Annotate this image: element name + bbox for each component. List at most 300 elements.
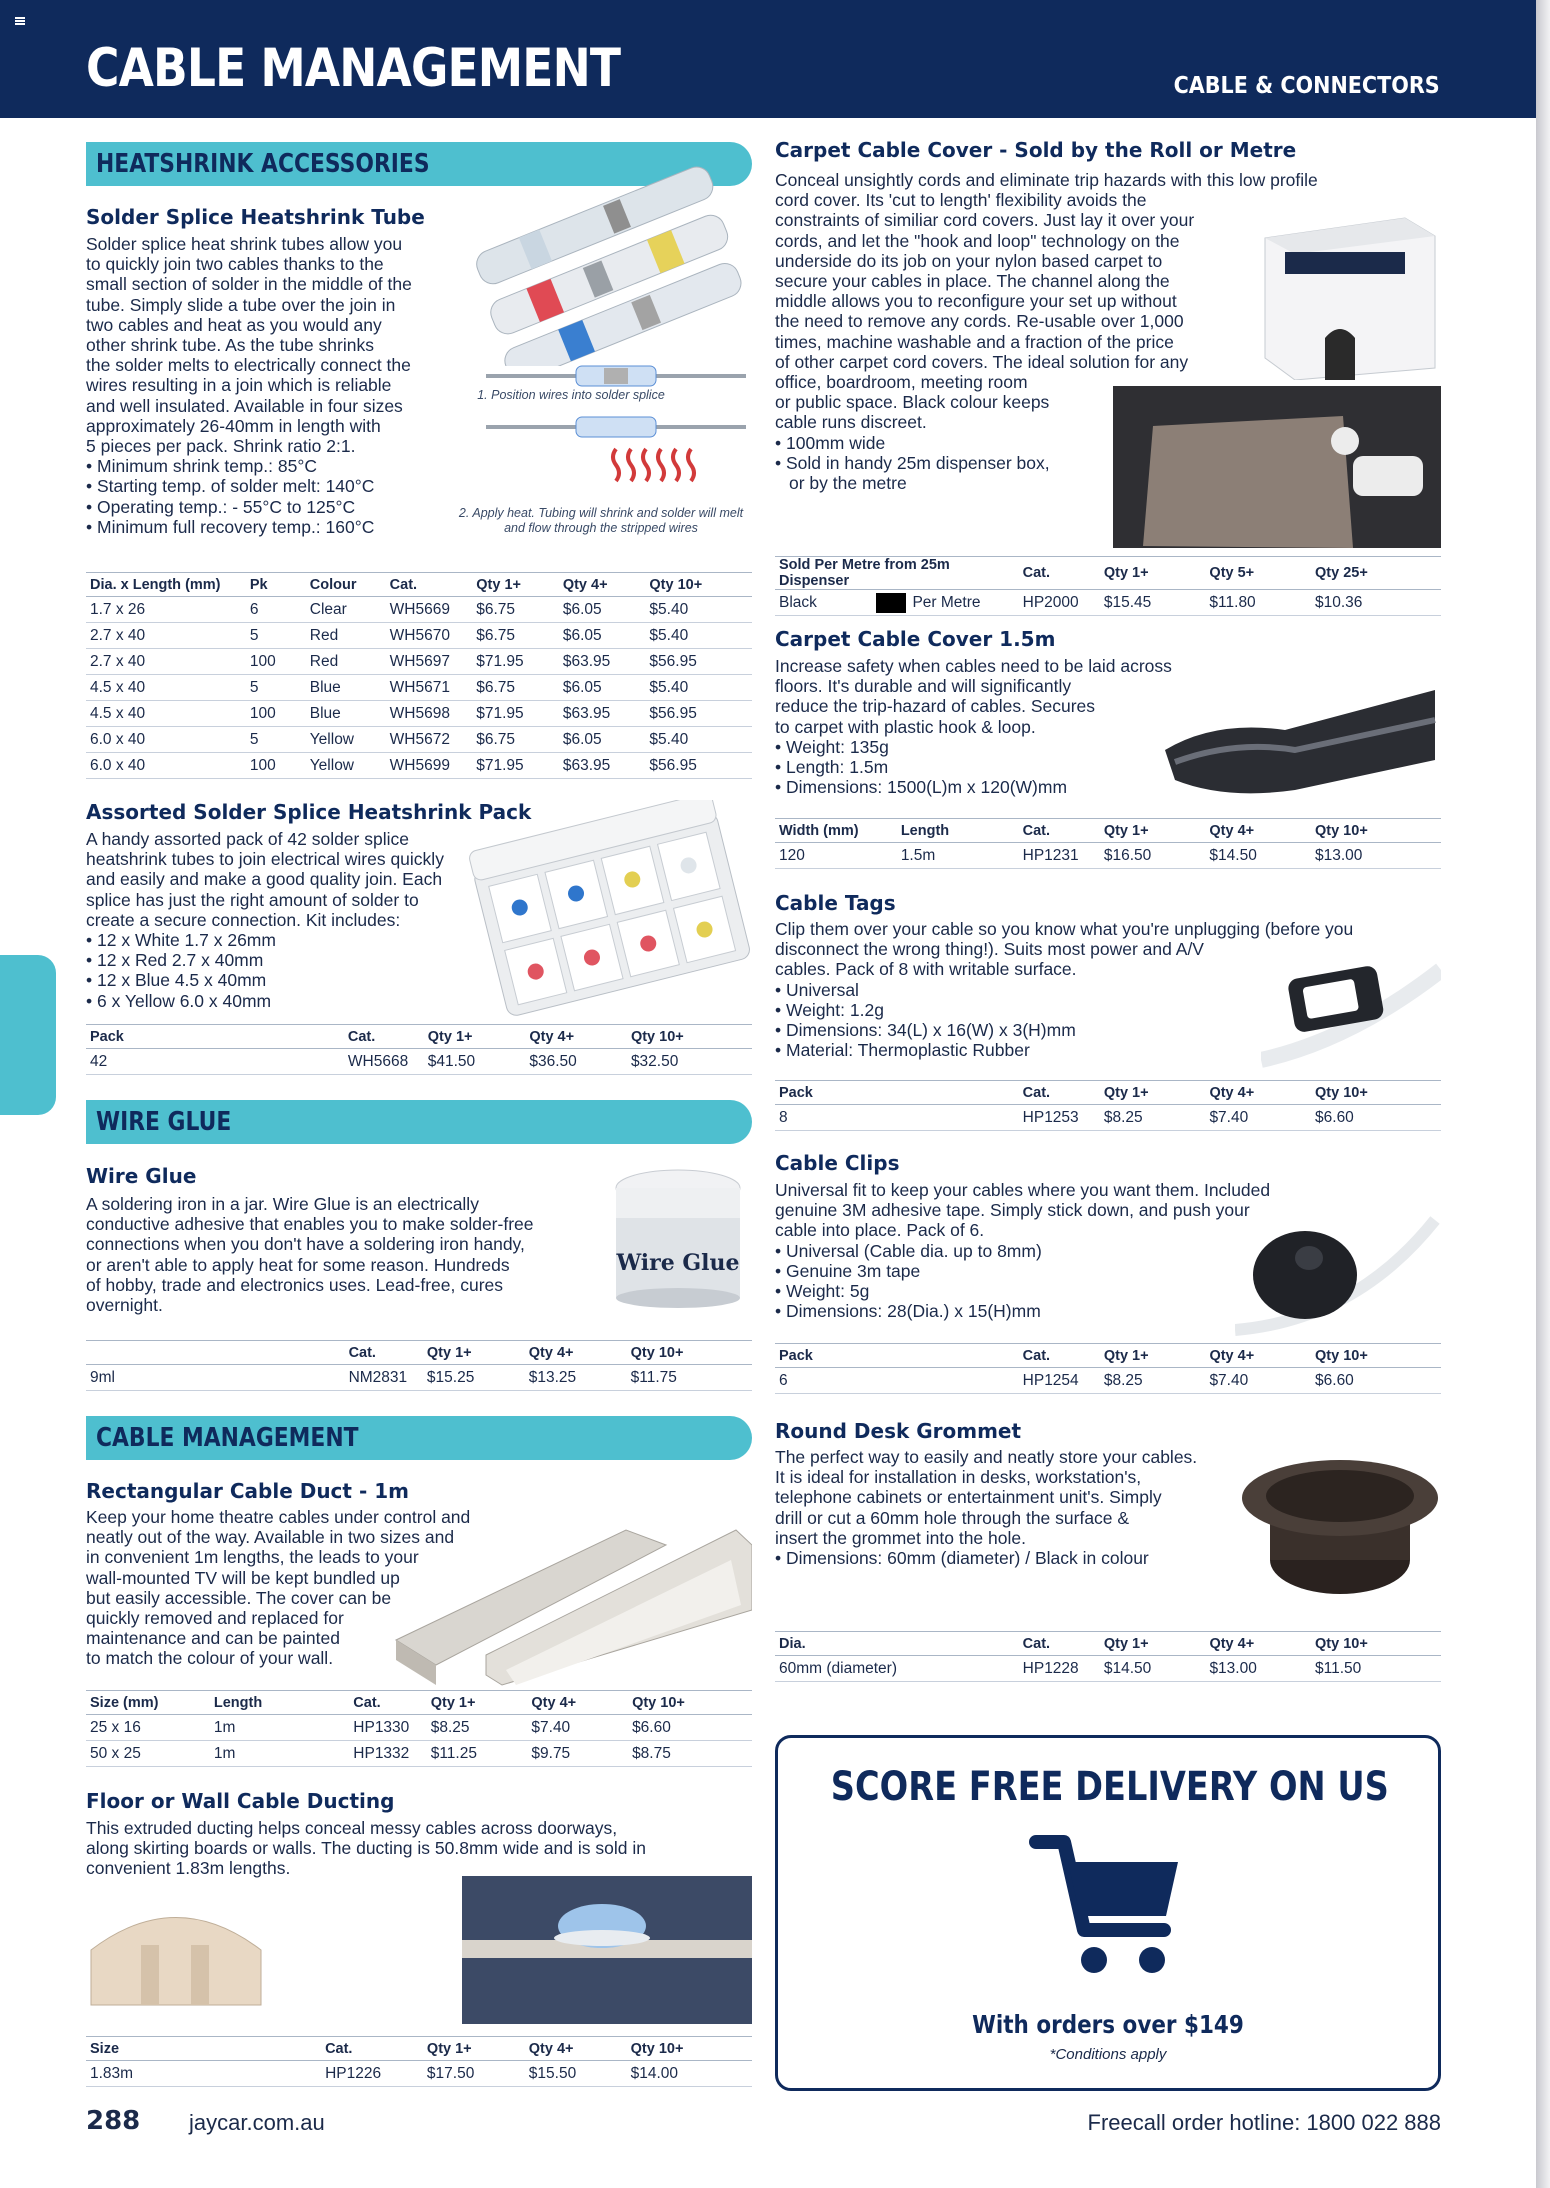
page-title: CABLE MANAGEMENT [86, 38, 621, 99]
table-cell: $13.25 [525, 1365, 627, 1391]
bullet-item: • Weight: 135g [775, 737, 1255, 757]
table-cell: $8.25 [427, 1715, 528, 1741]
carpet-roll-title: Carpet Cable Cover - Sold by the Roll or Metre [775, 138, 1297, 162]
desc-line: wall-mounted TV will be kept bundled up [86, 1567, 400, 1588]
floor-ducting-usage-image [462, 1876, 752, 2024]
table-row[interactable] [775, 843, 1441, 869]
table-cell: WH5671 [386, 675, 473, 701]
table-header-cell: Pack [775, 1344, 1019, 1368]
table-cell: $11.80 [1205, 590, 1311, 616]
desc-line: approximately 26-40mm in length with [86, 415, 381, 436]
carpet-15-title: Carpet Cable Cover 1.5m [775, 627, 1056, 651]
table-cell: $6.75 [472, 623, 559, 649]
table-cell: $15.50 [525, 2061, 627, 2087]
table-cell: 120 [775, 843, 897, 869]
desc-line: It is ideal for installation in desks, workstation's, [775, 1467, 1142, 1488]
desc-line: other shrink tube. As the tube shrinks [86, 335, 374, 356]
solder-splice-desc [86, 234, 486, 537]
table-header-cell: Cat. [1019, 557, 1100, 590]
desc-line: wires resulting in a join which is reliable [86, 375, 392, 396]
table-row[interactable] [86, 727, 752, 753]
table-header-cell: Qty 1+ [1100, 1344, 1206, 1368]
step2-caption: 2. Apply heat. Tubing will shrink and solder will melt and flow through the stripped wires [458, 506, 744, 535]
desc-line: times, machine washable and a fraction of the price [775, 331, 1174, 352]
table-header-cell: Qty 10+ [1311, 1632, 1441, 1656]
table-row[interactable] [775, 1656, 1441, 1682]
floor-ducting-title: Floor or Wall Cable Ducting [86, 1789, 395, 1813]
table-header-cell: Length [210, 1691, 349, 1715]
desc-line: the solder melts to electrically connect the [86, 355, 411, 376]
table-header-cell: Dia. x Length (mm) [86, 573, 246, 597]
floor-ducting-desc [86, 1818, 752, 1879]
order-hotline: Freecall order hotline: 1800 022 888 [1087, 2110, 1441, 2135]
table-cell: Red [306, 649, 386, 675]
cable-duct-table [86, 1690, 752, 1767]
table-header-cell: Dia. [775, 1632, 1019, 1656]
table-cell: 6.0 x 40 [86, 727, 246, 753]
solder-splice-tubes-image [466, 166, 752, 366]
page-number: 288 [86, 2106, 141, 2136]
table-cell: $10.36 [1311, 590, 1441, 616]
desc-line: of other carpet cord covers. The ideal solution for any [775, 351, 1189, 372]
table-row[interactable] [775, 1105, 1441, 1131]
table-cell: 5 [246, 623, 306, 649]
table-header-cell: Qty 4+ [1205, 1344, 1311, 1368]
table-header-cell: Cat. [1019, 1081, 1100, 1105]
table-cell: Blue [306, 675, 386, 701]
desc-line: overnight. [86, 1295, 163, 1316]
desc-line: of hobby, trade and electronics uses. Lead-free, cures [86, 1274, 504, 1295]
table-cell: $71.95 [472, 701, 559, 727]
desc-line: two cables and heat as you would any [86, 314, 382, 335]
grommet-title: Round Desk Grommet [775, 1419, 1022, 1443]
bullet-item: • Minimum shrink temp.: 85°C [86, 456, 486, 476]
table-cell: $9.75 [527, 1741, 628, 1767]
table-header-cell: Qty 1+ [1100, 557, 1206, 590]
table-cell: $15.25 [423, 1365, 525, 1391]
table-cell: $6.60 [1311, 1368, 1441, 1394]
wire-glue-jar-image [606, 1160, 752, 1310]
table-row[interactable] [86, 623, 752, 649]
table-header-cell: Qty 10+ [627, 1341, 752, 1365]
desc-line: but easily accessible. The cover can be [86, 1587, 392, 1608]
table-cell: 1m [210, 1741, 349, 1767]
table-cell: $6.75 [472, 597, 559, 623]
cable-tags-table [775, 1080, 1441, 1131]
table-cell: $6.05 [559, 597, 646, 623]
desc-line: to match the colour of your wall. [86, 1648, 334, 1669]
bullet-item: • Genuine 3m tape [775, 1261, 1441, 1281]
table-row[interactable] [86, 649, 752, 675]
table-cell: WH5669 [386, 597, 473, 623]
bullet-item: • Starting temp. of solder melt: 140°C [86, 476, 486, 496]
desc-line: in convenient 1m lengths, the leads to your [86, 1547, 419, 1568]
table-cell: 1.83m [86, 2061, 321, 2087]
desc-line: cables. Pack of 8 with writable surface. [775, 959, 1077, 980]
desc-line: and well insulated. Available in four sizes [86, 395, 403, 416]
table-header-row [775, 1344, 1441, 1368]
bullet-item: • 12 x White 1.7 x 26mm [86, 930, 506, 950]
table-cell: 6.0 x 40 [86, 753, 246, 779]
page-header [0, 0, 1536, 118]
section-category: CABLE & CONNECTORS [1173, 73, 1440, 99]
table-cell: $6.05 [559, 623, 646, 649]
bullet-item: • Length: 1.5m [775, 757, 1255, 777]
desc-line: heatshrink tubes to join electrical wires quickly [86, 849, 444, 870]
table-cell: HP1228 [1019, 1656, 1100, 1682]
cable-management-banner: CABLE MANAGEMENT [86, 1416, 752, 1460]
wire-glue-jar-label: Wire Glue [616, 1250, 740, 1276]
table-cell: WH5699 [386, 753, 473, 779]
desc-line: cable runs discreet. [775, 412, 927, 433]
bullet-item: • Weight: 5g [775, 1281, 1441, 1301]
desc-line: 5 pieces per pack. Shrink ratio 2:1. [86, 436, 356, 457]
table-header-cell: Qty 4+ [1205, 1081, 1311, 1105]
table-cell: 100 [246, 753, 306, 779]
table-cell: $5.40 [645, 727, 752, 753]
table-cell: $14.00 [627, 2061, 752, 2087]
table-header-cell: Size (mm) [86, 1691, 210, 1715]
table-cell: $63.95 [559, 649, 646, 675]
table-cell: Black [775, 590, 872, 616]
table-header-cell: Qty 10+ [627, 2037, 752, 2061]
table-cell: $13.00 [1205, 1656, 1311, 1682]
table-header-cell: Qty 4+ [1205, 819, 1311, 843]
table-header-cell: Cat. [1019, 1344, 1100, 1368]
bullet-item: • Operating temp.: - 55°C to 125°C [86, 497, 486, 517]
table-cell: $6.75 [472, 675, 559, 701]
table-cell: $17.50 [423, 2061, 525, 2087]
bullet-item: • 6 x Yellow 6.0 x 40mm [86, 991, 506, 1011]
desc-line: middle allows you to reconfigure your set up without [775, 291, 1177, 312]
desc-line: A soldering iron in a jar. Wire Glue is an electrically [86, 1194, 479, 1214]
desc-line: to carpet with plastic hook & loop. [775, 716, 1036, 737]
table-header-cell: Cat. [344, 1025, 424, 1049]
carpet-15-image [1155, 650, 1441, 800]
bullet-item: • Dimensions: 28(Dia.) x 15(H)mm [775, 1301, 1441, 1321]
desc-line: Clip them over your cable so you know what you're unplugging (before you [775, 919, 1354, 939]
table-cell: $56.95 [645, 753, 752, 779]
desc-line: Conceal unsightly cords and eliminate trip hazards with this low profile [775, 170, 1318, 190]
table-header-cell: Qty 1+ [423, 2037, 525, 2061]
assorted-pack-title: Assorted Solder Splice Heatshrink Pack [86, 800, 532, 824]
bullet-item: • 12 x Red 2.7 x 40mm [86, 950, 506, 970]
table-header-cell: Qty 4+ [525, 1341, 627, 1365]
table-cell: $6.60 [1311, 1105, 1441, 1131]
table-cell: $14.50 [1205, 843, 1311, 869]
step1-diagram [486, 364, 746, 494]
table-cell: 60mm (diameter) [775, 1656, 1019, 1682]
table-cell: $63.95 [559, 701, 646, 727]
floor-ducting-table [86, 2036, 752, 2087]
table-header-row [775, 1632, 1441, 1656]
carpet-15-table [775, 818, 1441, 869]
table-cell: WH5697 [386, 649, 473, 675]
assorted-pack-image [466, 800, 752, 1020]
floor-ducting-profile-image [86, 1890, 266, 2020]
table-header-cell: Qty 10+ [628, 1691, 752, 1715]
table-cell: $15.45 [1100, 590, 1206, 616]
table-row[interactable] [775, 590, 1441, 616]
table-cell: WH5668 [344, 1049, 424, 1075]
table-header-cell [86, 1341, 345, 1365]
table-cell: HP1330 [349, 1715, 426, 1741]
table-cell: Red [306, 623, 386, 649]
table-header-cell: Qty 1+ [427, 1691, 528, 1715]
desc-line: maintenance and can be painted [86, 1628, 340, 1649]
table-header-row [86, 2037, 752, 2061]
table-cell: $63.95 [559, 753, 646, 779]
assorted-pack-desc [86, 829, 506, 1011]
table-cell: $32.50 [627, 1049, 752, 1075]
desc-line: office, boardroom, meeting room [775, 372, 1028, 393]
table-header-cell: Qty 4+ [525, 1025, 627, 1049]
desc-line: underside do its job on your nylon based carpet to [775, 250, 1163, 271]
desc-line: tube. Simply slide a tube over the join in [86, 294, 396, 315]
desc-line: secure your cables in place. The channel along the [775, 271, 1170, 292]
step1-caption: 1. Position wires into solder splice [477, 388, 665, 402]
desc-line: A handy assorted pack of 42 solder splice [86, 829, 409, 849]
desc-line: cords, and let the "hook and loop" technology on the [775, 230, 1180, 251]
desc-line: Solder splice heat shrink tubes allow you [86, 234, 403, 254]
bullet-item: • Material: Thermoplastic Rubber [775, 1040, 1441, 1060]
wire-glue-title: Wire Glue [86, 1164, 197, 1188]
grommet-image [1235, 1440, 1441, 1600]
table-cell: 1.5m [897, 843, 1019, 869]
table-header-cell: Qty 4+ [525, 2037, 627, 2061]
desc-line: insert the grommet into the hole. [775, 1527, 1026, 1548]
table-cell: WH5698 [386, 701, 473, 727]
table-cell: 1.7 x 26 [86, 597, 246, 623]
table-header-cell: Qty 5+ [1205, 557, 1311, 590]
wire-glue-banner: WIRE GLUE [86, 1100, 752, 1144]
table-cell: 100 [246, 649, 306, 675]
table-header-cell: Qty 4+ [559, 573, 646, 597]
desc-line: drill or cut a 60mm hole through the surface & [775, 1507, 1130, 1528]
table-header-cell: Cat. [321, 2037, 423, 2061]
table-cell: $36.50 [525, 1049, 627, 1075]
table-cell: $7.40 [527, 1715, 628, 1741]
table-cell: $71.95 [472, 649, 559, 675]
table-cell: $5.40 [645, 623, 752, 649]
cable-duct-title: Rectangular Cable Duct - 1m [86, 1479, 409, 1503]
table-cell: 42 [86, 1049, 344, 1075]
desc-line: or aren't able to apply heat for some reason. Hundreds [86, 1254, 510, 1275]
table-cell: Per Metre [872, 590, 1018, 616]
bullet-item: • Weight: 1.2g [775, 1000, 1441, 1020]
table-cell: HP1231 [1019, 843, 1100, 869]
table-header-cell: Cat. [345, 1341, 423, 1365]
table-cell: $14.50 [1100, 1656, 1206, 1682]
table-cell: Clear [306, 597, 386, 623]
page-edge-shadow [1536, 0, 1550, 2188]
cable-tags-image [1261, 960, 1441, 1070]
table-cell: $11.75 [627, 1365, 752, 1391]
desc-line: Keep your home theatre cables under control and [86, 1507, 471, 1527]
promo-condition: With orders over $149 [972, 2010, 1244, 2039]
desc-line: disconnect the wrong thing!). Suits most power and A/V [775, 939, 1204, 960]
table-header-cell: Cat. [349, 1691, 426, 1715]
table-header-cell: Size [86, 2037, 321, 2061]
table-header-row [775, 819, 1441, 843]
table-header-row [775, 557, 1441, 590]
table-header-cell: Cat. [1019, 1632, 1100, 1656]
table-cell: $71.95 [472, 753, 559, 779]
table-row[interactable] [86, 2061, 752, 2087]
cable-clips-table [775, 1343, 1441, 1394]
table-cell: $56.95 [645, 649, 752, 675]
table-cell: HP1254 [1019, 1368, 1100, 1394]
table-header-row [86, 573, 752, 597]
table-header-cell: Colour [306, 573, 386, 597]
table-cell: $11.50 [1311, 1656, 1441, 1682]
table-cell: 8 [775, 1105, 1019, 1131]
table-header-cell: Qty 4+ [1205, 1632, 1311, 1656]
table-cell: $41.50 [424, 1049, 526, 1075]
cable-tags-title: Cable Tags [775, 891, 896, 915]
website-link[interactable]: jaycar.com.au [189, 2110, 325, 2135]
bullet-item: • Universal (Cable dia. up to 8mm) [775, 1241, 1441, 1261]
table-cell: $16.50 [1100, 843, 1206, 869]
table-cell: $8.25 [1100, 1368, 1206, 1394]
table-row[interactable] [86, 675, 752, 701]
bullet-item: • 100mm wide [775, 433, 1441, 453]
table-header-cell: Qty 1+ [424, 1025, 526, 1049]
table-header-cell: Sold Per Metre from 25m Dispenser [775, 557, 1019, 590]
desc-line: Increase safety when cables need to be laid across [775, 656, 1172, 676]
table-header-cell: Qty 4+ [527, 1691, 628, 1715]
promo-conditions-note: *Conditions apply [1049, 2046, 1167, 2063]
desc-line: cord cover. Its 'cut to length' flexibility avoids the [775, 190, 1147, 211]
table-header-cell: Qty 10+ [1311, 819, 1441, 843]
table-cell: NM2831 [345, 1365, 423, 1391]
table-row[interactable] [86, 597, 752, 623]
table-cell: $7.40 [1205, 1105, 1311, 1131]
table-cell: 6 [246, 597, 306, 623]
table-cell: 25 x 16 [86, 1715, 210, 1741]
table-cell: HP2000 [1019, 590, 1100, 616]
table-cell: 2.7 x 40 [86, 623, 246, 649]
table-row[interactable] [86, 1365, 752, 1391]
carpet-dispenser-box-image [1255, 208, 1441, 380]
table-cell: $6.75 [472, 727, 559, 753]
table-cell: 4.5 x 40 [86, 675, 246, 701]
table-header-cell: Length [897, 819, 1019, 843]
table-cell: $5.40 [645, 597, 752, 623]
table-row[interactable] [86, 1741, 752, 1767]
bullet-item: • Universal [775, 980, 1441, 1000]
desc-line: along skirting boards or walls. The ducting is 50.8mm wide and is sold in [86, 1838, 646, 1859]
desc-line: create a secure connection. Kit includes: [86, 909, 401, 930]
table-cell: 100 [246, 701, 306, 727]
menu-icon[interactable] [15, 17, 25, 25]
desc-line: This extruded ducting helps conceal messy cables across doorways, [86, 1818, 618, 1838]
table-cell: $5.40 [645, 675, 752, 701]
desc-line: telephone cabinets or entertainment unit's. Simply [775, 1487, 1162, 1508]
table-header-cell: Qty 1+ [1100, 1632, 1206, 1656]
table-row[interactable] [86, 1049, 752, 1075]
cable-duct-image [386, 1490, 752, 1690]
desc-line: cable into place. Pack of 6. [775, 1220, 985, 1241]
table-cell: Yellow [306, 727, 386, 753]
desc-line: quickly removed and replaced for [86, 1608, 344, 1629]
table-header-row [86, 1691, 752, 1715]
table-cell: $6.05 [559, 675, 646, 701]
table-cell: WH5670 [386, 623, 473, 649]
desc-line: neatly out of the way. Available in two sizes and [86, 1527, 455, 1548]
black-colour-swatch [876, 593, 906, 613]
table-cell: Yellow [306, 753, 386, 779]
table-cell: 4.5 x 40 [86, 701, 246, 727]
desc-line: genuine 3M adhesive tape. Simply stick down, and push your [775, 1200, 1250, 1221]
table-row[interactable] [86, 1715, 752, 1741]
desc-line: floors. It's durable and will significantly [775, 676, 1072, 697]
desc-line: constraints of similiar cord covers. Just lay it over your [775, 210, 1195, 231]
table-header-cell: Width (mm) [775, 819, 897, 843]
table-cell: $56.95 [645, 701, 752, 727]
table-cell: 5 [246, 675, 306, 701]
table-cell: $8.25 [1100, 1105, 1206, 1131]
table-cell: 5 [246, 727, 306, 753]
table-cell: $7.40 [1205, 1368, 1311, 1394]
table-cell: 1m [210, 1715, 349, 1741]
table-cell: $11.25 [427, 1741, 528, 1767]
table-header-row [86, 1341, 752, 1365]
table-header-cell: Cat. [1019, 819, 1100, 843]
table-header-cell: Qty 10+ [1311, 1344, 1441, 1368]
free-delivery-promo[interactable] [775, 1735, 1441, 2091]
table-header-cell: Qty 10+ [645, 573, 752, 597]
table-cell: HP1332 [349, 1741, 426, 1767]
desc-line: to quickly join two cables thanks to the [86, 254, 384, 275]
table-header-cell: Pack [86, 1025, 344, 1049]
desc-line: conductive adhesive that enables you to make solder-free [86, 1214, 534, 1235]
section-side-tab [0, 955, 56, 1115]
cable-clips-title: Cable Clips [775, 1151, 900, 1175]
table-cell: HP1226 [321, 2061, 423, 2087]
table-header-cell: Qty 1+ [1100, 1081, 1206, 1105]
table-row[interactable] [775, 1368, 1441, 1394]
table-header-cell: Qty 10+ [1311, 1081, 1441, 1105]
table-header-cell: Pk [246, 573, 306, 597]
desc-line: reduce the trip-hazard of cables. Secures [775, 696, 1096, 717]
table-cell: Blue [306, 701, 386, 727]
table-header-cell: Cat. [386, 573, 473, 597]
table-row[interactable] [86, 701, 752, 727]
table-cell: 50 x 25 [86, 1741, 210, 1767]
bullet-item: • Sold in handy 25m dispenser box, [775, 453, 1441, 473]
desc-line: and easily and make a good quality join. Each [86, 869, 443, 890]
table-cell: 2.7 x 40 [86, 649, 246, 675]
desc-line: the need to remove any cords. Re-usable over 1,000 [775, 311, 1184, 332]
table-header-row [775, 1081, 1441, 1105]
table-row[interactable] [86, 753, 752, 779]
table-cell: WH5672 [386, 727, 473, 753]
table-header-row [86, 1025, 752, 1049]
table-cell: $13.00 [1311, 843, 1441, 869]
table-cell: $6.60 [628, 1715, 752, 1741]
table-cell: $6.05 [559, 727, 646, 753]
carpet-cover-image [1113, 386, 1441, 548]
desc-line: Universal fit to keep your cables where you want them. Included [775, 1180, 1271, 1200]
table-cell: $8.75 [628, 1741, 752, 1767]
bullet-item: • Dimensions: 1500(L)m x 120(W)mm [775, 777, 1255, 797]
bullet-item: • 12 x Blue 4.5 x 40mm [86, 970, 506, 990]
bullet-item: • Minimum full recovery temp.: 160°C [86, 517, 486, 537]
desc-line: splice has just the right amount of solder to [86, 889, 419, 910]
table-cell: 9ml [86, 1365, 345, 1391]
bullet-item: • Dimensions: 60mm (diameter) / Black in colour [775, 1548, 1441, 1568]
